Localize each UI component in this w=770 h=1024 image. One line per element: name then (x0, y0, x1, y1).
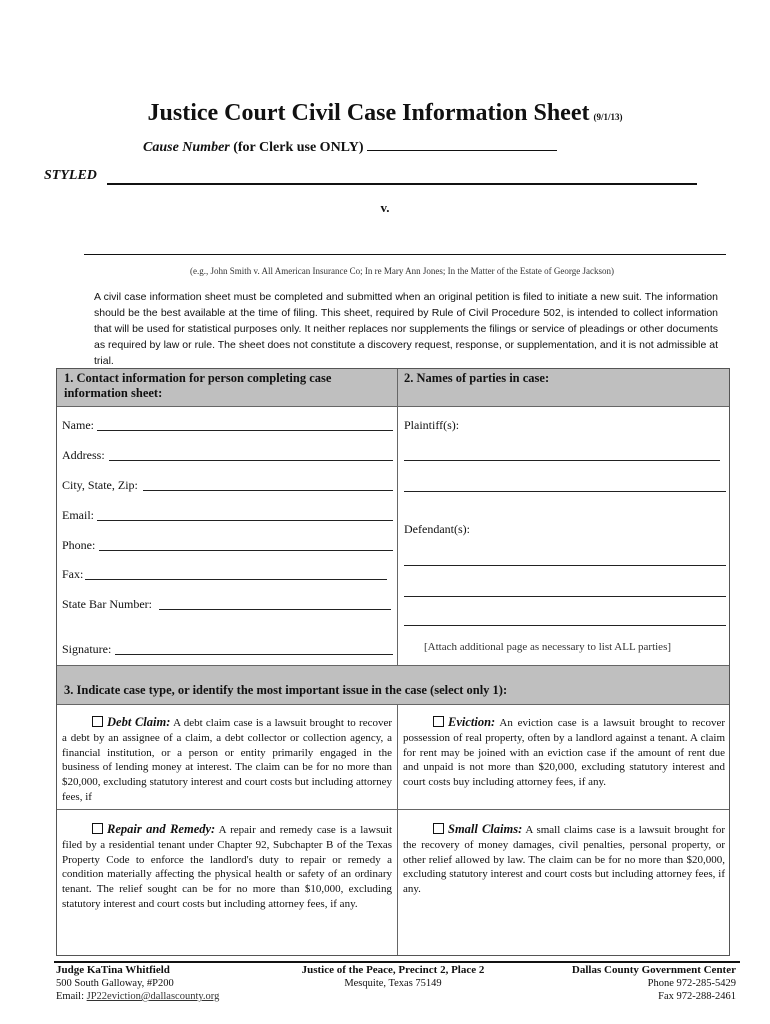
email-label: Email: (62, 508, 94, 522)
eviction-checkbox[interactable] (433, 716, 444, 727)
defendant-label: Defendant(s): (404, 522, 470, 536)
defendant-field-1[interactable] (404, 565, 726, 566)
court-name: Justice of the Peace, Precinct 2, Place 2 (301, 964, 485, 976)
eviction-option[interactable] (403, 715, 725, 790)
eviction-description: An eviction case is a lawsuit brought to recover possession of real property, often by a landlord against a tenant. A claim for rent may be joined with an eviction case if the amount of rent due and unpaid is not more than $20,000, excluding statutory interest and court costs buy including attorney fees, if any. (403, 717, 725, 789)
debt-claim-title: Debt Claim: (107, 715, 171, 729)
cause-number-label: Cause Number (143, 140, 230, 155)
row-divider (57, 809, 729, 810)
address-label: Address: (62, 448, 105, 462)
section2-heading: 2. Names of parties in case: (404, 371, 550, 385)
fax-field[interactable] (85, 579, 387, 580)
section3-heading: 3. Indicate case type, or identify the most important issue in the case (select only 1): (64, 683, 508, 697)
debt-claim-description: A debt claim case is a lawsuit brought to recover a debt by an assignee of a claim, a debt collector or collection agency, a financial institution, or a person or entity primarily engaged in the business of lending money at interest. The claim can be for no more than $20,000, excluding statutory interest and court costs but including attorney fees, if (62, 717, 393, 803)
styled-field[interactable] (107, 183, 697, 185)
row-divider (57, 704, 729, 705)
defendant-field-2[interactable] (404, 596, 726, 597)
footer-center (288, 964, 498, 990)
versus-label: v. (380, 200, 390, 215)
styled-label: STYLED (44, 168, 97, 183)
name-label: Name: (62, 418, 94, 432)
title-text: Justice Court Civil Case Information Sheet (147, 100, 590, 126)
column-divider (397, 704, 398, 955)
repair-remedy-description: A repair and remedy case is a lawsuit filed by a residential tenant under Chapter 92, Subchapter B of the Texas Property Code to enforce the landlord's duty to repair or remedy a condition materially affecting the physical health or safety of an ordinary tenant. The relief sought can be for no more than $10,000, excluding statutory interest and court costs but including attorney fees, if any. (62, 824, 392, 910)
email-field[interactable] (97, 520, 393, 521)
small-claims-description: A small claims case is a lawsuit brought for the recovery of money damages, civil penalties, personal property, or other relief allowed by law. The claim can be for no more than $20,000, excluding statutory interest and court costs but including attorney fees, if any. (403, 824, 726, 896)
state-bar-field[interactable] (159, 609, 391, 610)
phone-label: Phone: (62, 538, 96, 552)
debt-claim-checkbox[interactable] (92, 716, 103, 727)
cause-number-field[interactable] (367, 150, 557, 151)
signature-field[interactable] (115, 654, 393, 655)
court-city: Mesquite, Texas 75149 (344, 978, 442, 989)
signature-label: Signature: (62, 642, 112, 656)
judge-name: Judge KaTina Whitfield (56, 964, 170, 976)
plaintiff-field-1[interactable] (404, 460, 720, 461)
repair-remedy-title: Repair and Remedy: (107, 822, 216, 836)
city-state-zip-field[interactable] (143, 490, 393, 491)
repair-remedy-checkbox[interactable] (92, 823, 103, 834)
repair-remedy-option[interactable] (62, 822, 392, 912)
style-example: (e.g., John Smith v. All American Insurance Co; In re Mary Ann Jones; In the Matter of the Estate of George Jackson) (190, 266, 614, 276)
name-field[interactable] (97, 430, 393, 431)
footer-divider (54, 961, 740, 963)
small-claims-title: Small Claims: (448, 822, 523, 836)
court-fax: Fax 972-288-2461 (658, 991, 736, 1002)
court-phone: Phone 972-285-5429 (647, 978, 736, 989)
eviction-title: Eviction: (448, 715, 496, 729)
court-email-link[interactable]: JP22eviction@dallascounty.org (86, 991, 220, 1002)
small-claims-checkbox[interactable] (433, 823, 444, 834)
defendant-style-field[interactable] (84, 254, 726, 255)
attach-note: [Attach additional page as necessary to list ALL parties] (424, 641, 672, 653)
plaintiff-label: Plaintiff(s): (404, 418, 460, 432)
cause-number-row (143, 140, 557, 156)
city-state-zip-label: City, State, Zip: (62, 478, 138, 492)
phone-field[interactable] (99, 550, 393, 551)
fax-label: Fax: (62, 567, 84, 581)
footer-left (56, 964, 219, 1003)
footer-right (530, 964, 736, 1003)
form-version: (9/1/13) (593, 112, 623, 122)
form-title (0, 100, 770, 127)
intro-paragraph: A civil case information sheet must be completed and submitted when an original petition is filed to initiate a new suit. The information should be the best available at the time of filing. This sheet, required by Rule of Civil Procedure 502, is intended to collect information that will be used for statistical purposes only. It neither replaces nor supplements the filings or service of pleadings or other documents as required by law or rule. The sheet does not constitute a discovery request, response, or supplementation, and it is not admissible at trial. (94, 291, 718, 367)
row-divider (57, 406, 729, 407)
address-field[interactable] (109, 460, 393, 461)
cause-number-suffix: (for Clerk use ONLY) (233, 140, 364, 155)
form-grid (56, 368, 730, 956)
column-divider (397, 369, 398, 665)
state-bar-label: State Bar Number: (62, 597, 152, 611)
email-prefix: Email: (56, 991, 84, 1002)
defendant-field-3[interactable] (404, 625, 726, 626)
small-claims-option[interactable] (403, 822, 725, 897)
government-center: Dallas County Government Center (571, 964, 736, 976)
debt-claim-option[interactable] (62, 715, 392, 805)
section1-heading: 1. Contact information for person completing case information sheet: (64, 371, 332, 400)
court-address: 500 South Galloway, #P200 (56, 978, 174, 989)
plaintiff-field-2[interactable] (404, 491, 726, 492)
